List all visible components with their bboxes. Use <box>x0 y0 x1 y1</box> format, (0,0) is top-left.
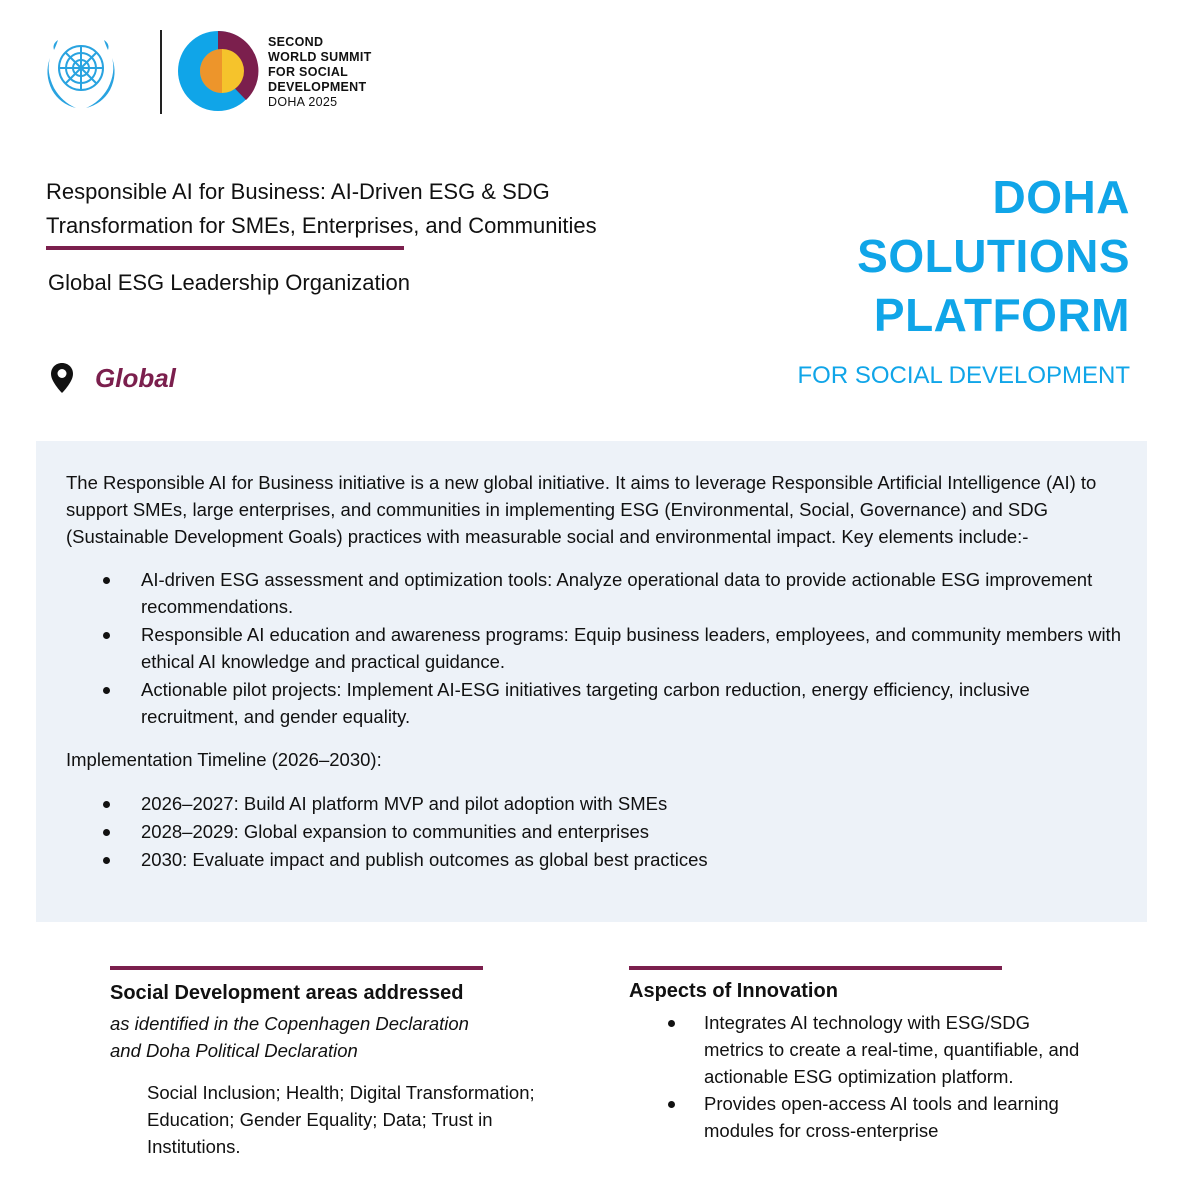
bullet-icon <box>103 687 110 694</box>
platform-subtitle: FOR SOCIAL DEVELOPMENT <box>797 362 1130 389</box>
title-divider <box>46 246 404 250</box>
list-item <box>629 1009 1089 1090</box>
list-item <box>66 790 1126 818</box>
platform-wordmark <box>857 168 1130 345</box>
logo-divider <box>160 30 162 114</box>
list-item-text: Provides open-access AI tools and learning modules for cross-enterprise <box>704 1093 1059 1141</box>
list-item <box>66 818 1126 846</box>
key-elements-list <box>66 566 1126 730</box>
section-divider <box>110 966 483 970</box>
subheading-line: as identified in the Copenhagen Declaration <box>110 1013 469 1034</box>
bullet-icon <box>103 857 110 864</box>
title-line: Responsible AI for Business: AI-Driven ESG & SDG <box>46 179 550 204</box>
list-item <box>66 846 1126 874</box>
social-areas-list: Social Inclusion; Health; Digital Transformation; Education; Gender Equality; Data; Trust in Institutions. <box>147 1082 535 1157</box>
summit-line: SECOND <box>268 35 324 49</box>
list-item <box>66 676 1126 730</box>
location-label: Global <box>95 363 176 393</box>
summit-circle-logo-icon <box>176 28 260 114</box>
list-item-text: Responsible AI education and awareness programs: Equip business leaders, employees, and community members with ethical AI knowledge and practical guidance. <box>141 624 1121 672</box>
list-item-text: 2026–2027: Build AI platform MVP and pilot adoption with SMEs <box>141 793 668 814</box>
bullet-icon <box>103 632 110 639</box>
social-areas-heading: Social Development areas addressed <box>110 982 464 1004</box>
platform-line: SOLUTIONS <box>857 230 1130 282</box>
timeline-list <box>66 790 1126 874</box>
list-item <box>66 566 1126 620</box>
un-emblem-icon <box>42 28 120 114</box>
innovation-heading: Aspects of Innovation <box>629 980 838 1002</box>
description-panel <box>36 441 1147 922</box>
list-item-text: Integrates AI technology with ESG/SDG metrics to create a real-time, quantifiable, and actionable ESG optimization platform. <box>704 1012 1080 1087</box>
list-item-text: AI-driven ESG assessment and optimization tools: Analyze operational data to provide actionable ESG improvement recommendations. <box>141 569 1093 617</box>
list-item <box>66 621 1126 675</box>
platform-line: PLATFORM <box>873 289 1130 341</box>
summit-location: DOHA 2025 <box>268 95 338 109</box>
description-intro: The Responsible AI for Business initiative is a new global initiative. It aims to leverage Responsible Artificial Intelligence (AI) to support SMEs, large enterprises, and communities in implementing ESG (Environmental, Social, Governance) and SDG (Sustainable Development Goals) practices with measurable social and environmental impact. Key elements include:- <box>66 472 1097 547</box>
summit-line: FOR SOCIAL <box>268 65 349 79</box>
bullet-icon <box>103 801 110 808</box>
map-pin-icon <box>50 362 74 394</box>
list-item-text: 2028–2029: Global expansion to communities and enterprises <box>141 821 650 842</box>
summit-line: WORLD SUMMIT <box>268 50 372 64</box>
bullet-icon <box>103 829 110 836</box>
subheading-line: and Doha Political Declaration <box>110 1040 358 1061</box>
innovation-list <box>629 1009 1089 1144</box>
summit-title <box>268 35 372 110</box>
initiative-title <box>46 175 706 243</box>
social-areas-subheading <box>110 1010 530 1064</box>
organization-name: Global ESG Leadership Organization <box>48 270 410 295</box>
list-item <box>629 1090 1089 1144</box>
title-line: Transformation for SMEs, Enterprises, and Communities <box>46 213 597 238</box>
list-item-text: Actionable pilot projects: Implement AI-ESG initiatives targeting carbon reduction, energy efficiency, inclusive recruitment, and gender equality. <box>141 679 1030 727</box>
bullet-icon <box>103 577 110 584</box>
list-item-text: 2030: Evaluate impact and publish outcomes as global best practices <box>141 849 708 870</box>
platform-line: DOHA <box>992 171 1130 223</box>
bullet-icon <box>668 1101 675 1108</box>
bullet-icon <box>668 1020 675 1027</box>
section-divider <box>629 966 1002 970</box>
summit-line: DEVELOPMENT <box>268 80 367 94</box>
timeline-label: Implementation Timeline (2026–2030): <box>66 749 382 770</box>
